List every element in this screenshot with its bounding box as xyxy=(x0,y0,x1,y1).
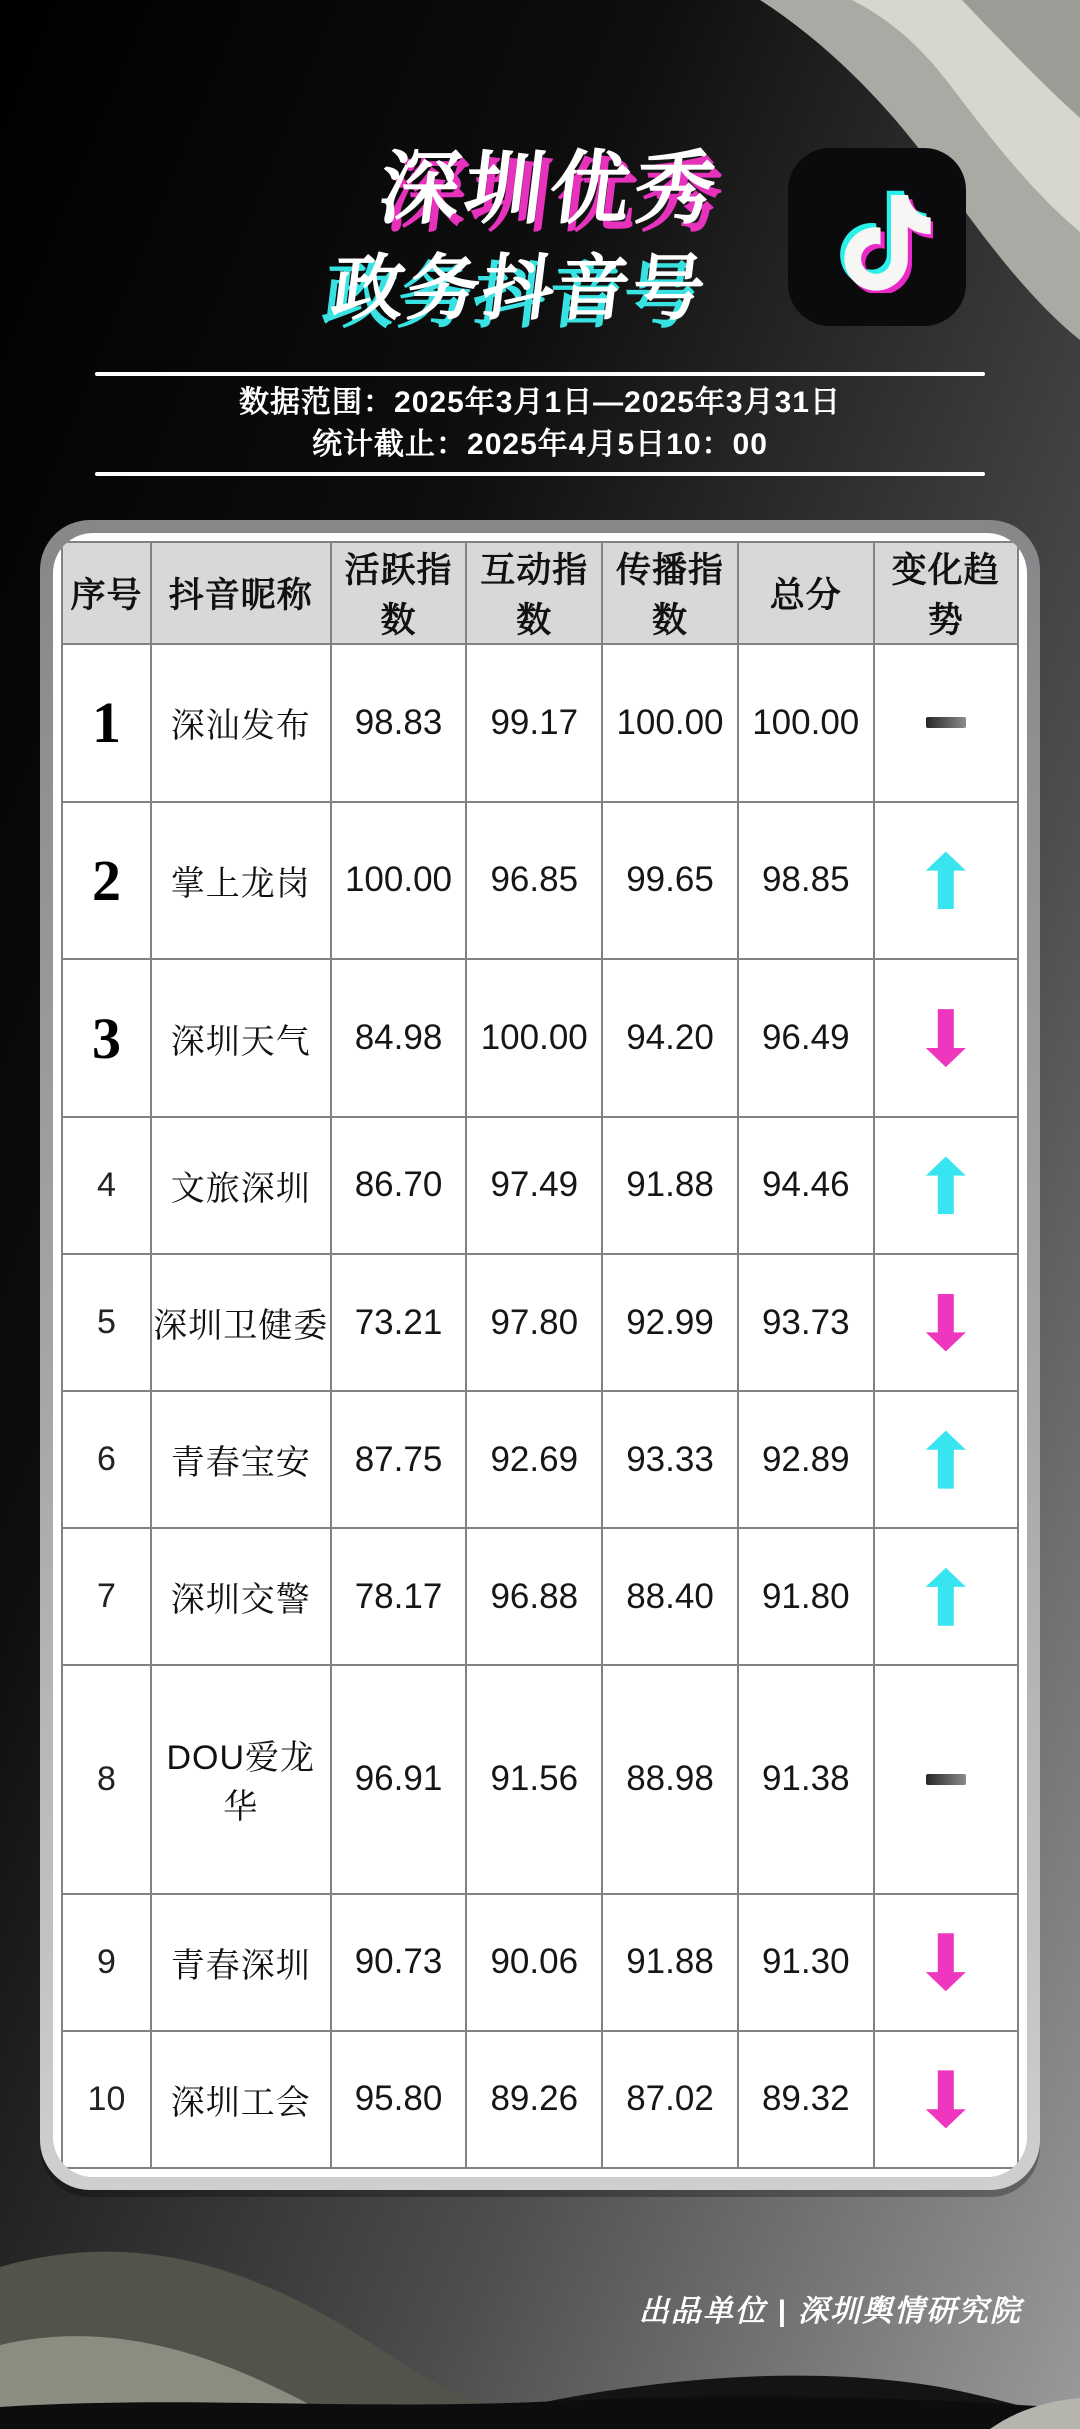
spread-cell: 88.98 xyxy=(602,1665,738,1893)
spread-cell: 93.33 xyxy=(602,1391,738,1528)
down-arrow-icon xyxy=(926,2070,966,2128)
trend-cell xyxy=(874,1117,1018,1254)
trend-cell xyxy=(874,644,1018,802)
trend-cell xyxy=(874,1254,1018,1391)
rank-cell: 6 xyxy=(62,1391,151,1528)
total-cell: 94.46 xyxy=(738,1117,874,1254)
rank-cell: 3 xyxy=(62,959,151,1117)
interaction-cell: 92.69 xyxy=(466,1391,602,1528)
interaction-cell: 91.56 xyxy=(466,1665,602,1893)
trend-cell xyxy=(874,1894,1018,2031)
up-arrow-icon xyxy=(926,1568,966,1626)
total-cell: 91.80 xyxy=(738,1528,874,1665)
ranking-table-inner xyxy=(53,533,1027,2177)
ranking-table-frame xyxy=(40,520,1040,2190)
total-cell: 89.32 xyxy=(738,2031,874,2168)
up-arrow-icon xyxy=(926,1431,966,1489)
table-row xyxy=(62,1528,1018,1665)
rank-cell: 10 xyxy=(62,2031,151,2168)
total-cell: 93.73 xyxy=(738,1254,874,1391)
interaction-cell: 89.26 xyxy=(466,2031,602,2168)
account-name-cell: 深汕发布 xyxy=(151,644,331,802)
spread-cell: 100.00 xyxy=(602,644,738,802)
header-nickname: 抖音昵称 xyxy=(151,542,331,644)
header-activity: 活跃指数 xyxy=(331,542,467,644)
spread-cell: 87.02 xyxy=(602,2031,738,2168)
account-name-cell: DOU爱龙华 xyxy=(151,1665,331,1893)
account-name-cell: 深圳交警 xyxy=(151,1528,331,1665)
account-name-cell: 深圳工会 xyxy=(151,2031,331,2168)
total-cell: 91.38 xyxy=(738,1665,874,1893)
trend-cell xyxy=(874,1665,1018,1893)
table-header-row xyxy=(62,542,1018,644)
trend-cell xyxy=(874,959,1018,1117)
table-row xyxy=(62,1117,1018,1254)
trend-cell xyxy=(874,1528,1018,1665)
activity-cell: 98.83 xyxy=(331,644,467,802)
header-spread: 传播指数 xyxy=(602,542,738,644)
divider-line-top xyxy=(95,372,985,376)
down-arrow-icon xyxy=(926,1294,966,1352)
header-rank: 序号 xyxy=(62,542,151,644)
spread-cell: 99.65 xyxy=(602,802,738,960)
header-trend: 变化趋势 xyxy=(874,542,1018,644)
activity-cell: 100.00 xyxy=(331,802,467,960)
table-row xyxy=(62,1665,1018,1893)
down-arrow-icon xyxy=(926,1009,966,1067)
activity-cell: 96.91 xyxy=(331,1665,467,1893)
divider-line-bottom xyxy=(95,472,985,476)
spread-cell: 91.88 xyxy=(602,1117,738,1254)
table-row xyxy=(62,1894,1018,2031)
dash-icon xyxy=(926,1774,966,1785)
trend-cell xyxy=(874,1391,1018,1528)
up-arrow-icon xyxy=(926,1156,966,1214)
total-cell: 91.30 xyxy=(738,1894,874,2031)
interaction-cell: 96.85 xyxy=(466,802,602,960)
tiktok-note-glyph xyxy=(821,181,933,293)
total-cell: 98.85 xyxy=(738,802,874,960)
activity-cell: 86.70 xyxy=(331,1117,467,1254)
total-cell: 100.00 xyxy=(738,644,874,802)
rank-cell: 4 xyxy=(62,1117,151,1254)
title-line-2: 政务抖音号 xyxy=(327,249,713,329)
ranking-table xyxy=(61,541,1019,2169)
activity-cell: 90.73 xyxy=(331,1894,467,2031)
down-arrow-icon xyxy=(926,1933,966,1991)
header-interaction: 互动指数 xyxy=(466,542,602,644)
table-row xyxy=(62,802,1018,960)
trend-cell xyxy=(874,2031,1018,2168)
table-row xyxy=(62,2031,1018,2168)
rank-cell: 1 xyxy=(62,644,151,802)
interaction-cell: 96.88 xyxy=(466,1528,602,1665)
activity-cell: 84.98 xyxy=(331,959,467,1117)
tiktok-icon xyxy=(788,148,966,326)
activity-cell: 78.17 xyxy=(331,1528,467,1665)
account-name-cell: 青春深圳 xyxy=(151,1894,331,2031)
interaction-cell: 97.49 xyxy=(466,1117,602,1254)
interaction-cell: 99.17 xyxy=(466,644,602,802)
spread-cell: 88.40 xyxy=(602,1528,738,1665)
account-name-cell: 文旅深圳 xyxy=(151,1117,331,1254)
activity-cell: 95.80 xyxy=(331,2031,467,2168)
table-row xyxy=(62,1254,1018,1391)
interaction-cell: 100.00 xyxy=(466,959,602,1117)
account-name-cell: 深圳天气 xyxy=(151,959,331,1117)
date-range-text: 数据范围：2025年3月1日—2025年3月31日 xyxy=(239,386,841,419)
meta-panel xyxy=(95,372,985,476)
account-name-cell: 掌上龙岗 xyxy=(151,802,331,960)
interaction-cell: 97.80 xyxy=(466,1254,602,1391)
table-row xyxy=(62,959,1018,1117)
rank-cell: 7 xyxy=(62,1528,151,1665)
total-cell: 92.89 xyxy=(738,1391,874,1528)
spread-cell: 94.20 xyxy=(602,959,738,1117)
dash-icon xyxy=(926,717,966,728)
page-title xyxy=(327,144,726,329)
deadline-text: 统计截止：2025年4月5日10：00 xyxy=(312,428,768,461)
interaction-cell: 90.06 xyxy=(466,1894,602,2031)
total-cell: 96.49 xyxy=(738,959,874,1117)
rank-cell: 9 xyxy=(62,1894,151,2031)
account-name-cell: 青春宝安 xyxy=(151,1391,331,1528)
rank-cell: 2 xyxy=(62,802,151,960)
table-row xyxy=(62,644,1018,802)
rank-cell: 8 xyxy=(62,1665,151,1893)
header-total: 总分 xyxy=(738,542,874,644)
activity-cell: 73.21 xyxy=(331,1254,467,1391)
title-line-1: 深圳优秀 xyxy=(374,144,726,233)
header xyxy=(0,144,966,329)
credit-text: 出品单位 | 深圳舆情研究院 xyxy=(638,2295,1022,2328)
account-name-cell: 深圳卫健委 xyxy=(151,1254,331,1391)
rank-cell: 5 xyxy=(62,1254,151,1391)
up-arrow-icon xyxy=(926,851,966,909)
spread-cell: 91.88 xyxy=(602,1894,738,2031)
activity-cell: 87.75 xyxy=(331,1391,467,1528)
trend-cell xyxy=(874,802,1018,960)
spread-cell: 92.99 xyxy=(602,1254,738,1391)
table-row xyxy=(62,1391,1018,1528)
